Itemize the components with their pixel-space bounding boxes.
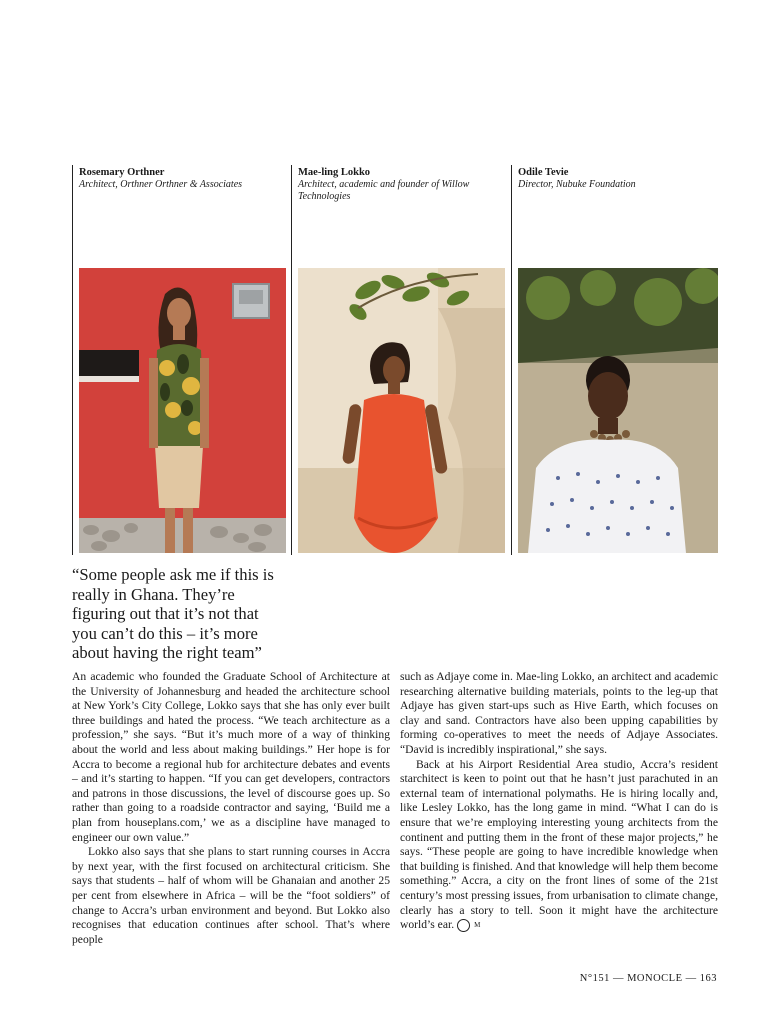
- portrait-photo: [79, 268, 286, 553]
- pull-quote: “Some people ask me if this is really in Ghana. They’re figuring out that it’s not that you can’t do this – it’s more about having the right team”: [72, 565, 274, 662]
- article-paragraph: Lokko also says that she plans to start running courses in Accra by next year, with the first focused on architectural criticism. She says that students – half of whom will be Ghanaian and another 25 per cent from elsewhere in Africa – will be the “foot soldiers” of change to Accra’s urban environment and beyond. But Lokko also recognises that education continues after school. That’s where people: [72, 845, 390, 946]
- article-paragraph: An academic who founded the Graduate School of Architecture at the University of Johannesburg and headed the architecture school at New York’s City College, Lokko says that she has only ever built three buildings and hated the process. “We teach architecture as a profession,” she says. “But it’s much more of a way of thinking about the world and less about making buildings.” Her hope is for Accra to become a regional hub for architecture debates and events – and it’s starting to happen. “If you can get developers, contractors and patrons in those discussions, the level of discourse goes up. So rather than going to a roadside contractor and saying, ‘Build me a plan from houseplans.com,’ we as a discipline have managed to engineer our own value.”: [72, 670, 390, 844]
- monocle-endmark-icon: M: [457, 919, 470, 932]
- profile-odile-tevie: [511, 165, 720, 555]
- profile-role: Director, Nubuke Foundation: [518, 179, 636, 190]
- profile-role: Architect, Orthner Orthner & Associates: [79, 179, 243, 190]
- page-folio: N°151 — MONOCLE — 163: [579, 973, 717, 984]
- portrait-image-mae-ling: [298, 268, 505, 553]
- profile-rosemary-orthner: [72, 165, 291, 555]
- article-column-right: [400, 670, 718, 933]
- profile-mae-ling-lokko: [291, 165, 511, 555]
- profile-name: Mae-ling Lokko: [298, 167, 371, 178]
- article-column-left: [72, 670, 390, 947]
- portrait-image-rosemary: [79, 268, 286, 553]
- profile-role: Architect, academic and founder of Willow Technologies: [298, 179, 470, 202]
- article-paragraph-last: [400, 758, 718, 933]
- article-paragraph: such as Adjaye come in. Mae-ling Lokko, an architect and academic researching alternative building materials, points to the leg-up that Adjaye has given start-ups such as Hive Earth, which focuses on clay and sand. Contractors have also been upping capabilities by forming co-operatives to meet the needs of Adjaye Associates. “David is incredibly inspirational,” she says.: [400, 670, 718, 756]
- article-paragraph-text: Back at his Airport Residential Area studio, Accra’s resident starchitect is keen to point out that he hasn’t just parachuted in an external team of international polymaths. He is hiring locally and, like Lesley Lokko, has the long game in mind. “What I can do is ensure that we’re employing interesting young architects from the continent and putting them in the front of these major projects,” he says. “These people are going to have incredible knowledge when that building is finished. And that knowledge will help them become something.” Accra, a city on the front lines of some of the 21st century’s most pressing issues, from urbanisation to climate change, clearly has a story to tell. Soon it might have the architecture world’s ear.: [400, 757, 718, 932]
- portrait-image-odile: [518, 268, 718, 553]
- portrait-photo: [518, 268, 718, 553]
- portrait-photo: [298, 268, 505, 553]
- profile-name: Odile Tevie: [518, 167, 569, 178]
- profile-name: Rosemary Orthner: [79, 167, 165, 178]
